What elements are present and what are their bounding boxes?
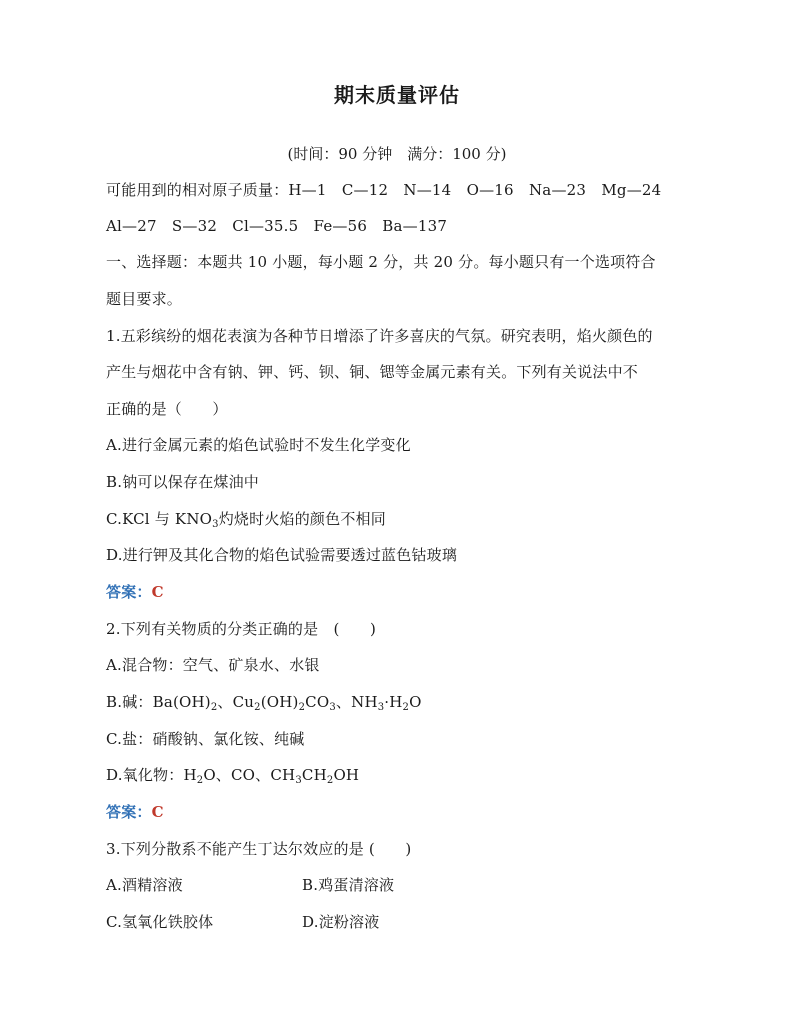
q2-option-b <box>106 692 422 712</box>
q1-answer <box>106 582 164 602</box>
q3-options-row-1 <box>106 875 183 895</box>
q2-d-part: D.氧化物：H <box>106 766 197 784</box>
q1-answer-value: C <box>151 583 164 601</box>
q2-b-sub: 2 <box>210 702 218 713</box>
q2-b-sub: 2 <box>402 702 410 713</box>
q2-b-part: B.碱：Ba(OH) <box>106 693 211 711</box>
q1-stem-line-1: 1.五彩缤纷的烟花表演为各种节日增添了许多喜庆的气氛。研究表明，焰火颜色的 <box>106 327 653 345</box>
q2-b-sub: 2 <box>298 702 306 713</box>
exam-info: (时间：90 分钟 满分：100 分) <box>287 145 507 163</box>
q2-b-part: CO <box>305 693 330 711</box>
q2-b-part: ·H <box>384 693 403 711</box>
q2-answer-label: 答案： <box>106 803 152 821</box>
section-heading-line-2: 题目要求。 <box>106 290 183 308</box>
q2-d-part: O、CO、CH <box>203 766 296 784</box>
q3-option-d: D.淀粉溶液 <box>302 913 380 931</box>
q1-option-c-post: 灼烧时火焰的颜色不相同 <box>218 510 386 528</box>
q3-option-c: C.氢氧化铁胶体 <box>106 913 214 931</box>
q2-b-part: 、Cu <box>217 693 255 711</box>
q2-option-c: C.盐：硝酸钠、氯化铵、纯碱 <box>106 730 305 748</box>
q1-stem-line-2: 产生与烟花中含有钠、钾、钙、钡、铜、锶等金属元素有关。下列有关说法中不 <box>106 363 639 381</box>
q1-answer-label: 答案： <box>106 583 152 601</box>
atomic-mass-line-1: 可能用到的相对原子质量：H—1 C—12 N—14 O—16 Na—23 Mg—24 <box>106 181 662 199</box>
q1-option-c-pre: C.KCl 与 KNO <box>106 510 213 528</box>
q3-stem: 3.下列分散系不能产生丁达尔效应的是 ( ) <box>106 840 412 858</box>
q2-b-sub: 3 <box>377 702 385 713</box>
q2-b-part: 、NH <box>335 693 378 711</box>
q2-b-part: (OH) <box>260 693 299 711</box>
q2-answer <box>106 802 164 822</box>
q2-stem: 2.下列有关物质的分类正确的是 ( ) <box>106 620 377 638</box>
q2-d-sub: 3 <box>295 775 302 786</box>
q1-option-a: A.进行金属元素的焰色试验时不发生化学变化 <box>106 436 411 454</box>
q2-answer-value: C <box>151 803 164 821</box>
q3-option-a: A.酒精溶液 <box>106 876 183 894</box>
q2-b-sub: 2 <box>254 702 261 713</box>
q2-option-a: A.混合物：空气、矿泉水、水银 <box>106 656 320 674</box>
q2-option-d <box>106 765 359 785</box>
section-heading-line-1: 一、选择题：本题共 10 小题，每小题 2 分，共 20 分。每小题只有一个选项符合 <box>106 253 656 271</box>
q1-option-b: B.钠可以保存在煤油中 <box>106 473 259 491</box>
q2-d-sub: 2 <box>326 775 334 786</box>
page-title: 期末质量评估 <box>334 83 460 107</box>
q2-d-sub: 2 <box>196 775 204 786</box>
q2-b-sub: 3 <box>329 702 336 713</box>
q1-stem-line-3: 正确的是（ ） <box>106 400 228 418</box>
q1-option-d: D.进行钾及其化合物的焰色试验需要透过蓝色钴玻璃 <box>106 546 458 564</box>
q2-d-part: OH <box>333 766 360 784</box>
q2-b-part: O <box>409 693 422 711</box>
q1-option-c-sub: 3 <box>212 519 219 530</box>
q1-option-c <box>106 509 386 529</box>
atomic-mass-line-2: Al—27 S—32 Cl—35.5 Fe—56 Ba—137 <box>106 217 448 235</box>
q2-d-part: CH <box>301 766 327 784</box>
q3-options-row-2 <box>106 912 213 932</box>
q3-option-b: B.鸡蛋清溶液 <box>302 876 395 894</box>
